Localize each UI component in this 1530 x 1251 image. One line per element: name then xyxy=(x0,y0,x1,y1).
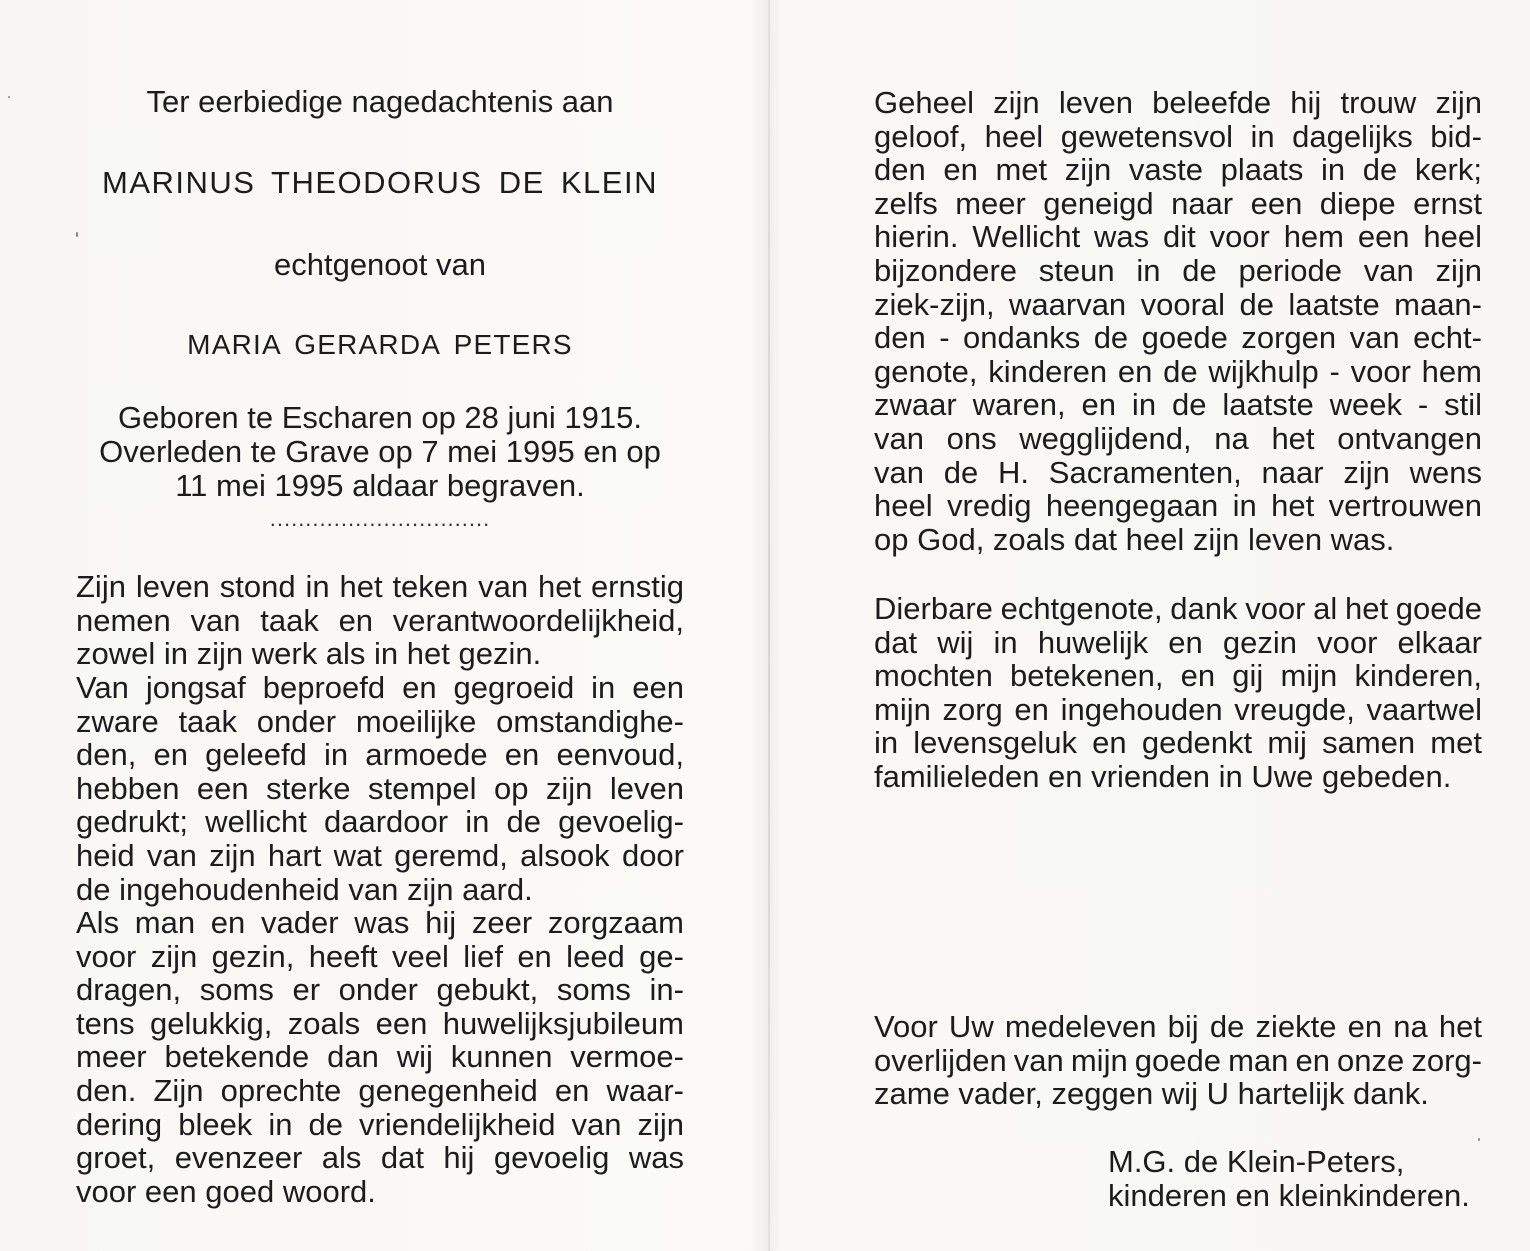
text-line: meer betekende dan wij kunnen vermoe- xyxy=(76,1039,684,1075)
text-line: Als man en vader was hij zeer zorgzaam xyxy=(76,905,684,940)
text-line: zowel in zijn werk als in het gezin. xyxy=(76,636,542,672)
right-paragraph-1 xyxy=(874,86,1482,556)
text-line: gedrukt; wellicht daardoor in de gevoelig- xyxy=(76,804,684,840)
text-line: tens gelukkig, zoals een huwelijksjubileum xyxy=(76,1005,684,1041)
left-paragraph-3 xyxy=(76,906,684,1208)
text-line: heid van zijn hart wat geremd, alsook door xyxy=(76,837,684,873)
spouse-name: MARIA GERARDA PETERS xyxy=(187,329,573,360)
text-line: mochten betekenen, en gij mijn kinderen, xyxy=(874,658,1482,694)
text-line: dat wij in huwelijk en gezin voor elkaar xyxy=(874,624,1482,660)
text-line: op God, zoals dat heel zijn leven was. xyxy=(874,521,1395,557)
text-line: dering bleek in de vriendelijkheid van zijn xyxy=(76,1106,684,1142)
text-line: bijzondere steun in de periode van zijn xyxy=(874,252,1482,288)
text-line: zame vader, zeggen wij U hartelijk dank. xyxy=(874,1076,1429,1112)
left-paragraph-2 xyxy=(76,671,684,906)
text-line: dragen, soms er onder gebukt, soms in- xyxy=(76,972,684,1008)
text-line: in levensgeluk en gedenkt mij samen met xyxy=(874,725,1482,761)
text-line: geloof, heel gewetensvol in dagelijks bid- xyxy=(874,118,1482,154)
text-line: Voor Uw medeleven bij de ziekte en na het xyxy=(874,1009,1482,1044)
text-line: voor een goed woord. xyxy=(76,1173,376,1209)
signature-line: M.G. de Klein-Peters, xyxy=(1108,1144,1405,1179)
speck xyxy=(1478,1138,1480,1141)
text-line: hebben een sterke stempel op zijn leven xyxy=(76,770,684,806)
card-fold xyxy=(768,0,770,1251)
birth-line: Geboren te Escharen op 28 juni 1915. xyxy=(118,400,642,435)
right-paragraph-2 xyxy=(874,592,1482,794)
text-line: zwaar waren, en in de laatste week - stil xyxy=(874,387,1482,423)
life-dates xyxy=(76,401,684,503)
text-line: zelfs meer geneigd naar een diepe ernst xyxy=(874,185,1482,221)
divider: ............................... xyxy=(269,506,491,531)
text-line: de ingehoudenheid van zijn aard. xyxy=(76,871,533,907)
text-line: overlijden van mijn goede man en onze zorg- xyxy=(874,1042,1482,1078)
burial-line: 11 mei 1995 aldaar begraven. xyxy=(175,468,585,503)
deceased-name: MARINUS THEODORUS DE KLEIN xyxy=(102,165,658,200)
left-paragraph-1 xyxy=(76,570,684,671)
text-line: heel vredig heengegaan in het vertrouwen xyxy=(874,488,1482,524)
text-line: mijn zorg en ingehouden vreugde, vaartwel xyxy=(874,691,1482,727)
speck xyxy=(76,232,78,237)
signature-block xyxy=(1108,1145,1470,1213)
text-line: ziek-zijn, waarvan vooral de laatste maan- xyxy=(874,286,1482,322)
text-line: den. Zijn oprechte genegenheid en waar- xyxy=(76,1072,684,1108)
text-line: genote, kinderen en de wijkhulp - voor hem xyxy=(874,353,1482,389)
text-line: zware taak onder moeilijke omstandighe- xyxy=(76,703,684,739)
text-line: familieleden en vrienden in Uwe gebeden. xyxy=(874,758,1452,794)
death-line: Overleden te Grave op 7 mei 1995 en op xyxy=(99,434,661,469)
text-line: den - ondanks de goede zorgen van echt- xyxy=(874,320,1482,356)
speck xyxy=(8,96,10,98)
text-line: van de H. Sacramenten, naar zijn wens xyxy=(874,454,1482,490)
text-line: den, en geleefd in armoede en eenvoud, xyxy=(76,737,684,773)
right-paragraph-3 xyxy=(874,1010,1482,1111)
text-line: Dierbare echtgenote, dank voor al het goede xyxy=(874,591,1482,626)
spouse-of-text: echtgenoot van xyxy=(273,247,486,282)
text-line: Zijn leven stond in het teken van het ernstig xyxy=(76,569,684,604)
text-line: voor zijn gezin, heeft veel lief en leed ge- xyxy=(76,938,684,974)
text-line: Van jongsaf beproefd en gegroeid in een xyxy=(76,670,684,705)
intro-text: Ter eerbiedige nagedachtenis aan xyxy=(146,84,614,119)
signature-line: kinderen en kleinkinderen. xyxy=(1108,1178,1470,1213)
text-line: Geheel zijn leven beleefde hij trouw zijn xyxy=(874,85,1482,120)
text-line: hierin. Wellicht was dit voor hem een heel xyxy=(874,219,1482,255)
text-line: nemen van taak en verantwoordelijkheid, xyxy=(76,602,684,638)
text-line: den en met zijn vaste plaats in de kerk; xyxy=(874,152,1482,188)
text-line: groet, evenzeer als dat hij gevoelig was xyxy=(76,1140,684,1176)
text-line: van ons wegglijdend, na het ontvangen xyxy=(874,420,1482,456)
